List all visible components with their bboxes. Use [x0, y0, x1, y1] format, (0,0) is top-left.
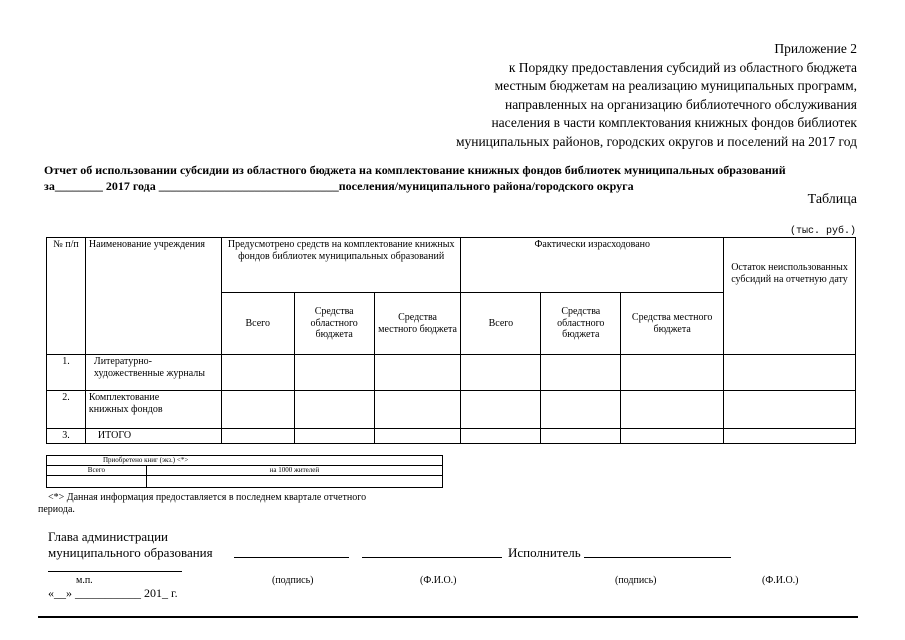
row-num: 2. — [47, 391, 86, 429]
books-header: Приобретено книг (экз.) <*> — [47, 456, 443, 466]
table-row — [47, 355, 856, 391]
report-subtitle: за________ 2017 года ______________________________поселения/муниципального района/городского округа — [44, 179, 634, 193]
header-planned-local: Средства местного бюджета — [374, 293, 461, 355]
footnote-line2: периода. — [38, 504, 75, 515]
executor-sign-caption: (подпись) — [615, 575, 657, 586]
head-title-line1: Глава администрации — [48, 529, 169, 544]
header-planned-total: Всего — [221, 293, 294, 355]
books-col-total: Всего — [47, 466, 147, 476]
executor-label: Исполнитель — [508, 545, 581, 560]
signature-line — [234, 557, 349, 558]
row-name: Литературно-художественные журналы — [85, 355, 221, 391]
header-remainder: Остаток неиспользованных субсидий на отчетную дату — [724, 238, 856, 355]
executor-fio-caption: (Ф.И.О.) — [762, 575, 799, 586]
table-row — [47, 429, 856, 444]
appendix-line: населения в части комплектования книжных фондов библиотек — [491, 115, 857, 131]
head-title-line2: муниципального образования — [48, 545, 213, 560]
table-row — [47, 391, 856, 429]
row-num: 3. — [47, 429, 86, 444]
header-num: № п/п — [47, 238, 86, 355]
appendix-line: к Порядку предоставления субсидий из областного бюджета — [508, 59, 857, 75]
fio-caption: (Ф.И.О.) — [420, 575, 457, 586]
appendix-line: Приложение 2 — [774, 41, 857, 56]
appendix-line: направленных на организацию библиотечного обслуживания — [504, 96, 857, 112]
footnote-line1: <*> Данная информация предоставляется в последнем квартале отчетного — [48, 492, 367, 503]
table-label: Таблица — [807, 192, 857, 207]
report-title: Отчет об использовании субсидии из областного бюджета на комплектование книжных фондов библиотек муниципальных образований — [44, 163, 786, 177]
books-col-per1000: на 1000 жителей — [146, 466, 442, 476]
fio-line — [362, 557, 502, 558]
sign-caption: (подпись) — [272, 575, 314, 586]
mp-label: м.п. — [76, 575, 93, 586]
books-table — [46, 455, 443, 488]
row-name: Комплектование книжных фондов — [85, 391, 221, 429]
row-name: ИТОГО — [85, 429, 221, 444]
units-label: (тыс. руб.) — [789, 226, 856, 237]
header-actual-regional: Средства областного бюджета — [541, 293, 621, 355]
appendix-block — [157, 40, 857, 152]
executor-line — [584, 557, 731, 558]
header-planned-regional: Средства областного бюджета — [294, 293, 374, 355]
date-line: «__» ___________ 201_ г. — [48, 586, 178, 600]
bottom-rule — [38, 616, 858, 618]
appendix-line: местным бюджетам на реализацию муниципальных программ, — [494, 78, 857, 94]
appendix-line: муниципальных районов, городских округов и поселений на 2017 год — [455, 133, 857, 149]
header-actual-local: Средства местного бюджета — [621, 293, 724, 355]
row-num: 1. — [47, 355, 86, 391]
subsidy-table — [46, 237, 856, 444]
header-actual-total: Всего — [461, 293, 541, 355]
header-planned: Предусмотрено средств на комплектование книжных фондов библиотек муниципальных образований — [221, 238, 461, 293]
seal-line — [48, 571, 182, 572]
header-name: Наименование учреждения — [85, 238, 221, 355]
header-actual: Фактически израсходовано — [461, 238, 724, 293]
